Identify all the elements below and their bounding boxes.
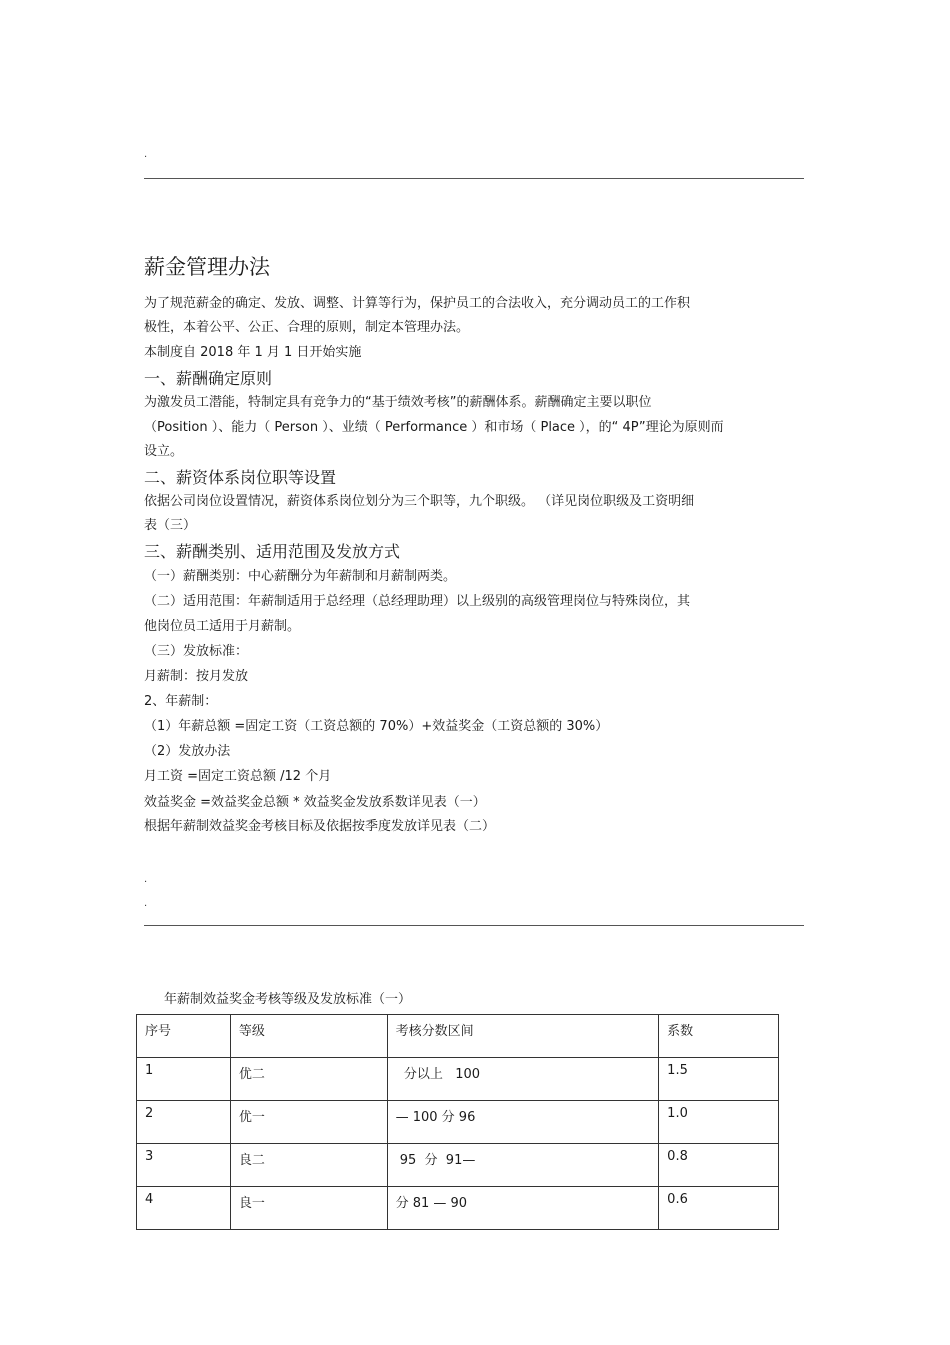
cell-grade: 良二 bbox=[230, 1144, 387, 1187]
cell-index: 3 bbox=[137, 1144, 231, 1187]
grade-line-1: 依据公司岗位设置情况，薪资体系岗位划分为三个职等，九个职级。 （详见岗位职级及工资明细 bbox=[144, 494, 695, 509]
bonus-grade-table bbox=[136, 1014, 779, 1230]
page-title: 薪金管理办法 bbox=[144, 255, 270, 279]
principle-line-2: （Position ）、能力（ Person ）、业绩（ Performance ）和市场（ Place ），的“ 4P”理论为原则而 bbox=[144, 420, 724, 435]
table-row bbox=[137, 1058, 779, 1101]
monthly-line: 月薪制：按月发放 bbox=[144, 669, 249, 684]
cell-grade: 良一 bbox=[230, 1187, 387, 1230]
section-heading-3: 三、薪酬类别、适用范围及发放方式 bbox=[144, 542, 401, 561]
grade-line-2: 表（三） bbox=[144, 518, 197, 533]
table-row bbox=[137, 1144, 779, 1187]
bonus-line: 效益奖金 =效益奖金总额 * 效益奖金发放系数详见表（一） bbox=[144, 795, 486, 810]
monthly-wage-line: 月工资 =固定工资总额 /12 个月 bbox=[144, 769, 332, 784]
table-row bbox=[137, 1187, 779, 1230]
effective-date-line: 本制度自 2018 年 1 月 1 日开始实施 bbox=[144, 345, 362, 360]
top-divider bbox=[144, 178, 804, 179]
cell-index: 1 bbox=[137, 1058, 231, 1101]
header-index: 序号 bbox=[137, 1015, 231, 1058]
intro-line-2: 极性，本着公平、公正、合理的原则，制定本管理办法。 bbox=[144, 320, 470, 335]
intro-line-1: 为了规范薪金的确定、发放、调整、计算等行为，保护员工的合法收入，充分调动员工的工作积 bbox=[144, 296, 691, 311]
cell-index: 4 bbox=[137, 1187, 231, 1230]
header-grade: 等级 bbox=[230, 1015, 387, 1058]
cell-coefficient: 0.8 bbox=[659, 1144, 779, 1187]
cell-score-range: 分以上 100 bbox=[387, 1058, 659, 1101]
scope-line-1: （二）适用范围：年薪制适用于总经理（总经理助理）以上级别的高级管理岗位与特殊岗位，其 bbox=[144, 594, 691, 609]
type-line-1: （一）薪酬类别：中心薪酬分为年薪制和月薪制两类。 bbox=[144, 569, 457, 584]
page-dot-top: . bbox=[144, 149, 148, 160]
annual-line: 2、年薪制： bbox=[144, 694, 218, 709]
section-heading-2: 二、薪资体系岗位职等设置 bbox=[144, 468, 337, 487]
cell-grade: 优二 bbox=[230, 1058, 387, 1101]
middle-divider bbox=[144, 925, 804, 926]
header-coefficient: 系数 bbox=[659, 1015, 779, 1058]
page-dot-middle-2: . bbox=[144, 898, 148, 909]
cell-score-range: — 100 分 96 bbox=[387, 1101, 659, 1144]
principle-line-3: 设立。 bbox=[144, 444, 184, 459]
annual-total-line: （1）年薪总额 =固定工资（工资总额的 70%）+效益奖金（工资总额的 30%） bbox=[144, 719, 609, 734]
cell-score-range: 95 分 91— bbox=[387, 1144, 659, 1187]
cell-coefficient: 1.0 bbox=[659, 1101, 779, 1144]
header-score-range: 考核分数区间 bbox=[387, 1015, 659, 1058]
cell-index: 2 bbox=[137, 1101, 231, 1144]
cell-coefficient: 1.5 bbox=[659, 1058, 779, 1101]
cell-score-range: 分 81 — 90 bbox=[387, 1187, 659, 1230]
cell-coefficient: 0.6 bbox=[659, 1187, 779, 1230]
table-row bbox=[137, 1101, 779, 1144]
table-header-row bbox=[137, 1015, 779, 1058]
table-caption: 年薪制效益奖金考核等级及发放标准（一） bbox=[164, 992, 412, 1007]
standard-line: （三）发放标准： bbox=[144, 644, 249, 659]
quarterly-line: 根据年薪制效益奖金考核目标及依据按季度发放详见表（二） bbox=[144, 819, 496, 834]
principle-line-1: 为激发员工潜能，特制定具有竞争力的“基于绩效考核”的薪酬体系。薪酬确定主要以职位 bbox=[144, 395, 652, 410]
section-heading-1: 一、薪酬确定原则 bbox=[144, 369, 273, 388]
page-dot-middle-1: . bbox=[144, 874, 148, 885]
cell-grade: 优一 bbox=[230, 1101, 387, 1144]
method-line: （2）发放办法 bbox=[144, 744, 231, 759]
scope-line-2: 他岗位员工适用于月薪制。 bbox=[144, 619, 301, 634]
